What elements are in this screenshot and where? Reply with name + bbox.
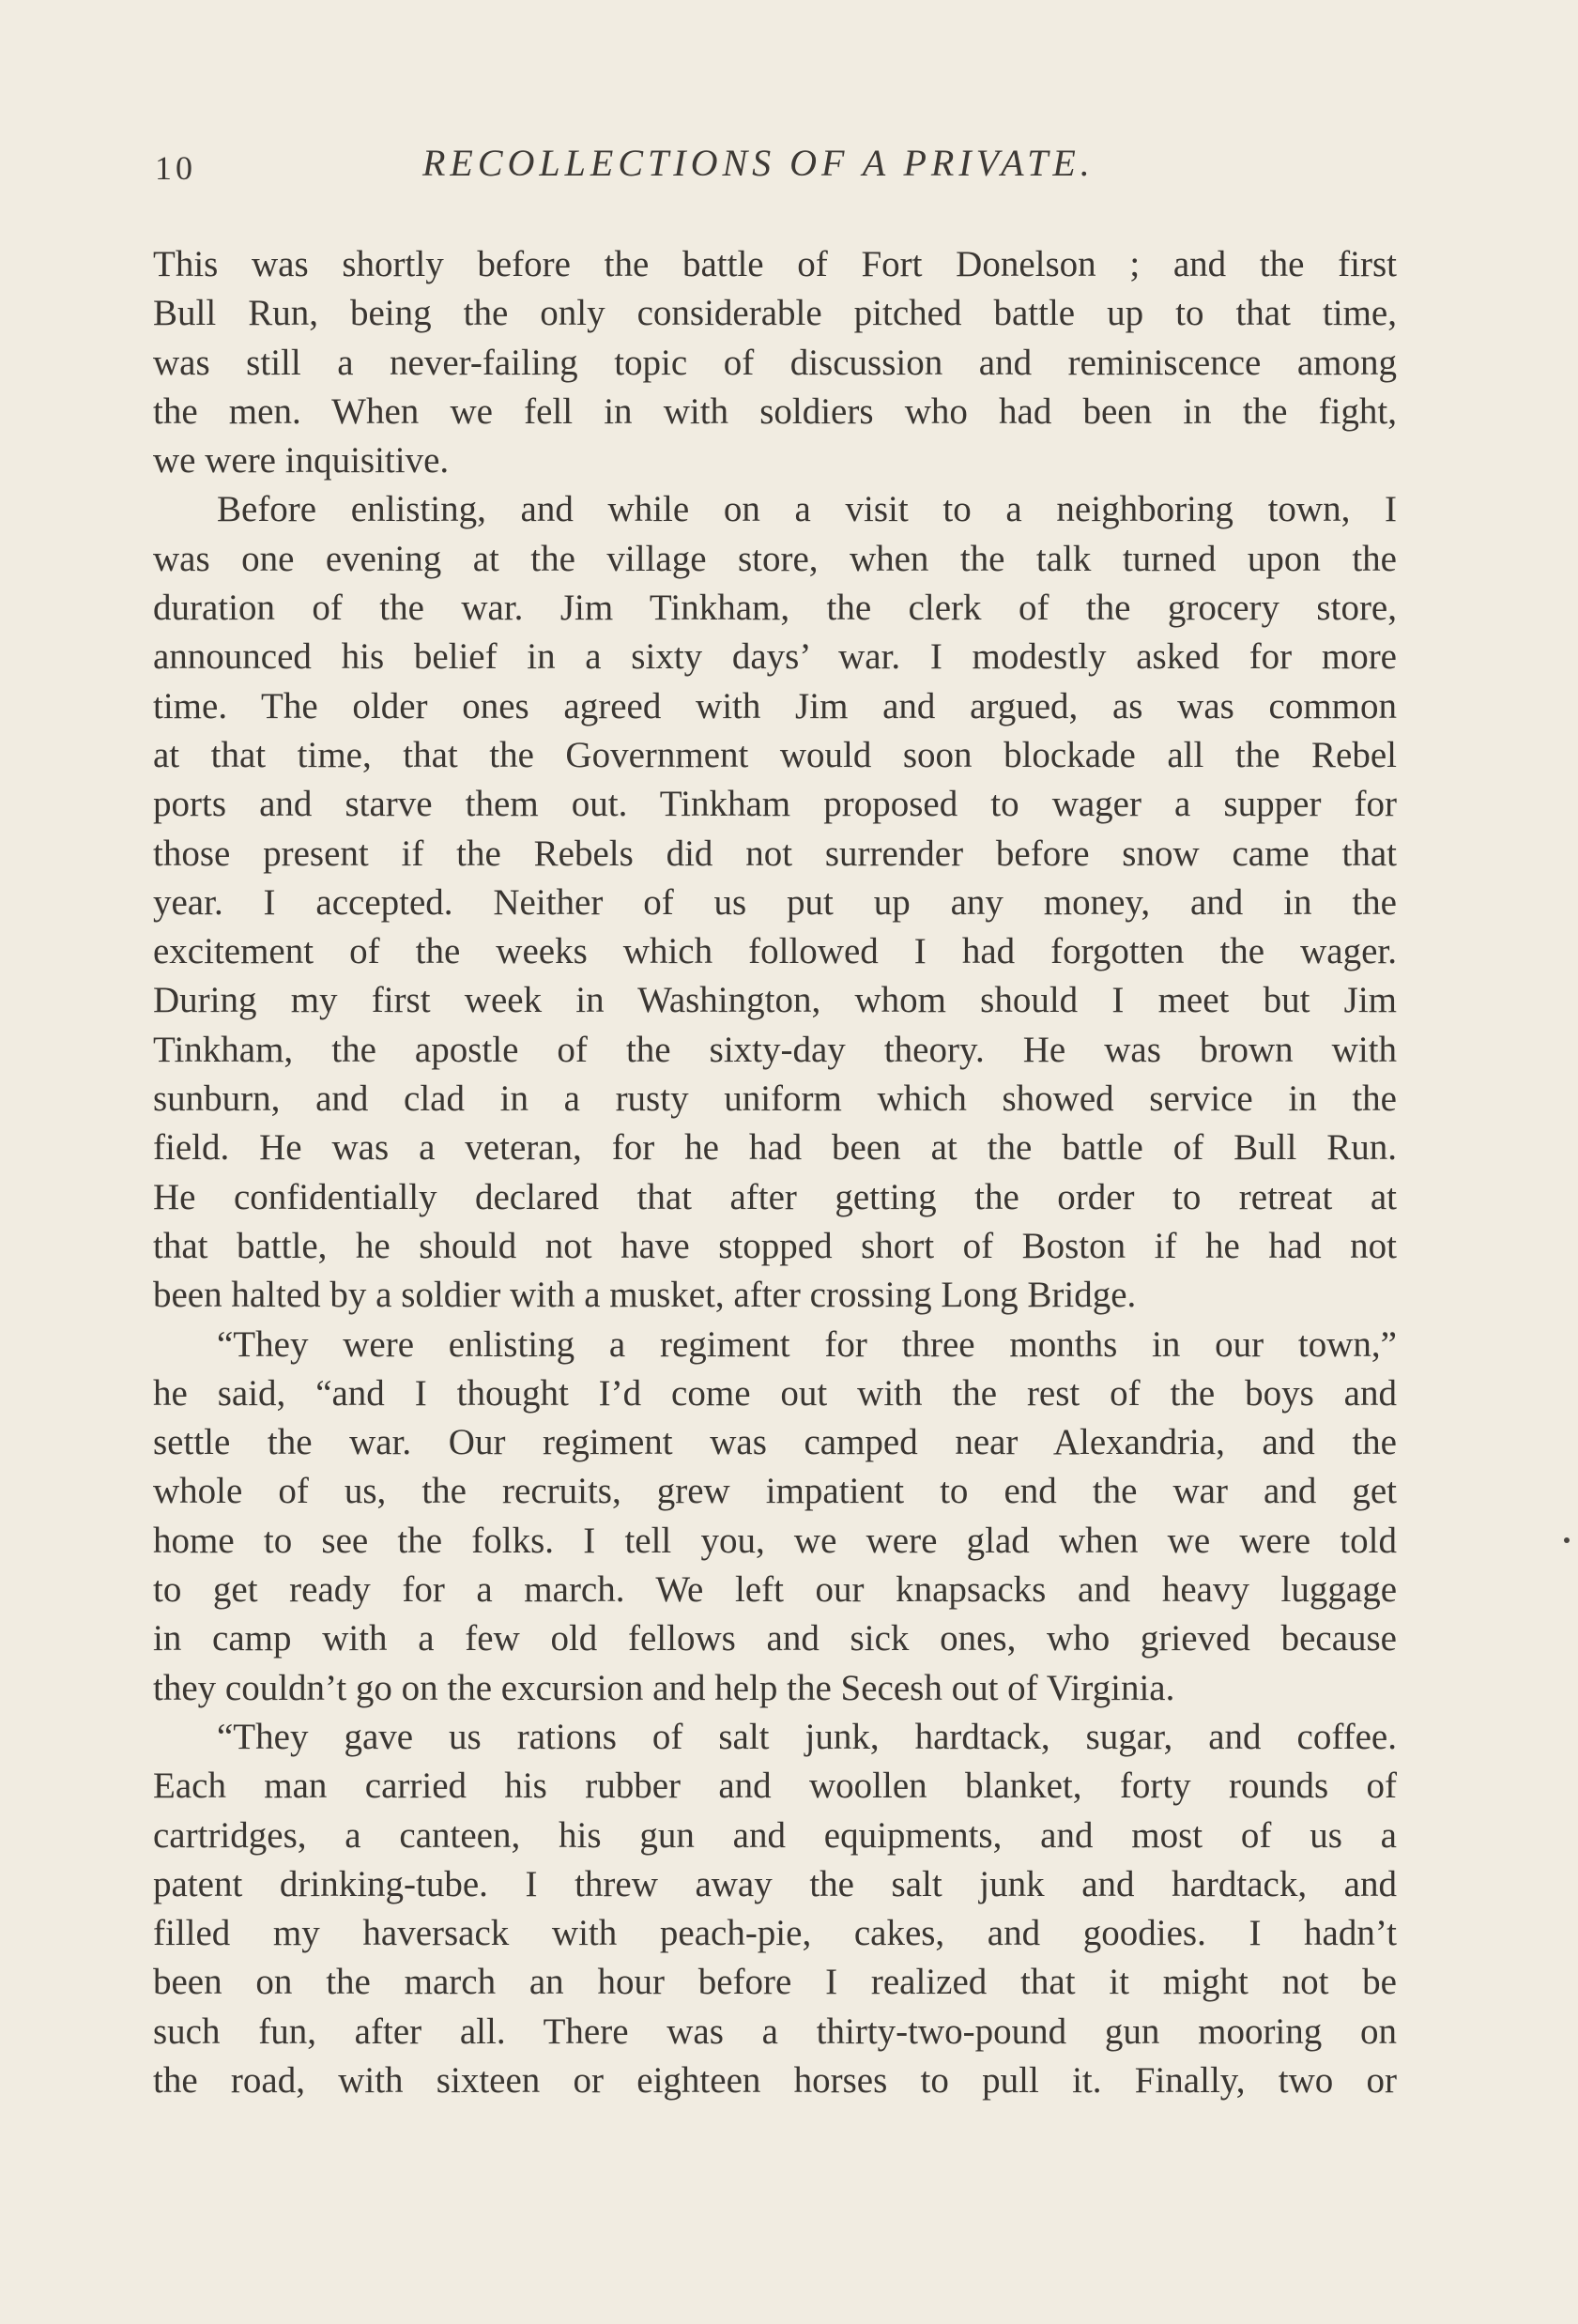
text-line: Before enlisting, and while on a visit to a neighboring town, I bbox=[217, 489, 1397, 530]
text-line: patent drinking-tube. I threw away the salt junk and hardtack, and bbox=[153, 1863, 1397, 1904]
text-line: During my first week in Washington, whom should I meet but Jim bbox=[153, 980, 1397, 1021]
text-line: was still a never-failing topic of discussion and reminiscence among bbox=[153, 342, 1397, 383]
text-line: He confidentially declared that after getting the order to retreat at bbox=[153, 1176, 1397, 1217]
text-line: such fun, after all. There was a thirty-two-pound gun mooring on bbox=[153, 2011, 1397, 2052]
text-line: those present if the Rebels did not surrender before snow came that bbox=[153, 833, 1397, 874]
page-number: 10 bbox=[155, 149, 196, 187]
text-line: settle the war. Our regiment was camped near Alexandria, and the bbox=[153, 1422, 1397, 1463]
text-line: been on the march an hour before I realized that it might not be bbox=[153, 1962, 1397, 2003]
text-line: ports and starve them out. Tinkham proposed to wager a supper for bbox=[153, 784, 1397, 825]
text-line: filled my haversack with peach-pie, cakes, and goodies. I hadn’t bbox=[153, 1913, 1397, 1954]
text-line: field. He was a veteran, for he had been at the battle of Bull Run. bbox=[153, 1127, 1397, 1169]
running-title: RECOLLECTIONS OF A PRIVATE. bbox=[422, 142, 1095, 184]
text-line: the men. When we fell in with soldiers who had been in the fight, bbox=[153, 390, 1397, 432]
text-line: at that time, that the Government would soon blockade all the Rebel bbox=[153, 734, 1397, 775]
text-line: announced his belief in a sixty days’ war. I modestly asked for more bbox=[153, 636, 1397, 678]
text-line: Bull Run, being the only considerable pitched battle up to that time, bbox=[153, 293, 1397, 334]
text-line: that battle, he should not have stopped short of Boston if he had not bbox=[153, 1225, 1397, 1266]
margin-ink-dot bbox=[1564, 1537, 1570, 1543]
text-line: whole of us, the recruits, grew impatient to end the war and get bbox=[153, 1471, 1397, 1512]
text-line: time. The older ones agreed with Jim and argued, as was common bbox=[153, 685, 1397, 726]
text-line: excitement of the weeks which followed I had forgotten the wager. bbox=[153, 931, 1397, 972]
text-line: home to see the folks. I tell you, we were glad when we were told bbox=[153, 1520, 1397, 1561]
text-line: in camp with a few old fellows and sick ones, who grieved because bbox=[153, 1618, 1397, 1659]
text-line: was one evening at the village store, when the talk turned upon the bbox=[153, 538, 1397, 579]
text-line: to get ready for a march. We left our knapsacks and heavy luggage bbox=[153, 1569, 1397, 1611]
text-line: “They gave us rations of salt junk, hardtack, sugar, and coffee. bbox=[217, 1716, 1397, 1757]
text-line: duration of the war. Jim Tinkham, the clerk of the grocery store, bbox=[153, 588, 1397, 629]
text-line: sunburn, and clad in a rusty uniform which showed service in the bbox=[153, 1078, 1397, 1120]
text-line: “They were enlisting a regiment for three months in our town,” bbox=[217, 1323, 1397, 1365]
text-line: been halted by a soldier with a musket, after crossing Long Bridge. bbox=[153, 1275, 1137, 1316]
text-line: they couldn’t go on the excursion and help the Secesh out of Virginia. bbox=[153, 1667, 1175, 1708]
text-line: he said, “and I thought I’d come out with the rest of the boys and bbox=[153, 1372, 1397, 1414]
text-line: we were inquisitive. bbox=[153, 440, 450, 482]
body-text bbox=[153, 240, 1397, 2105]
text-line: Each man carried his rubber and woollen blanket, forty rounds of bbox=[153, 1766, 1397, 1807]
text-line: year. I accepted. Neither of us put up any money, and in the bbox=[153, 881, 1397, 923]
text-line: cartridges, a canteen, his gun and equipments, and most of us a bbox=[153, 1814, 1397, 1856]
running-head bbox=[155, 141, 1385, 197]
text-line: Tinkham, the apostle of the sixty-day theory. He was brown with bbox=[153, 1029, 1397, 1070]
text-line: the road, with sixteen or eighteen horses to pull it. Finally, two or bbox=[153, 2059, 1397, 2101]
text-line: This was shortly before the battle of Fort Donelson ; and the first bbox=[153, 244, 1397, 284]
